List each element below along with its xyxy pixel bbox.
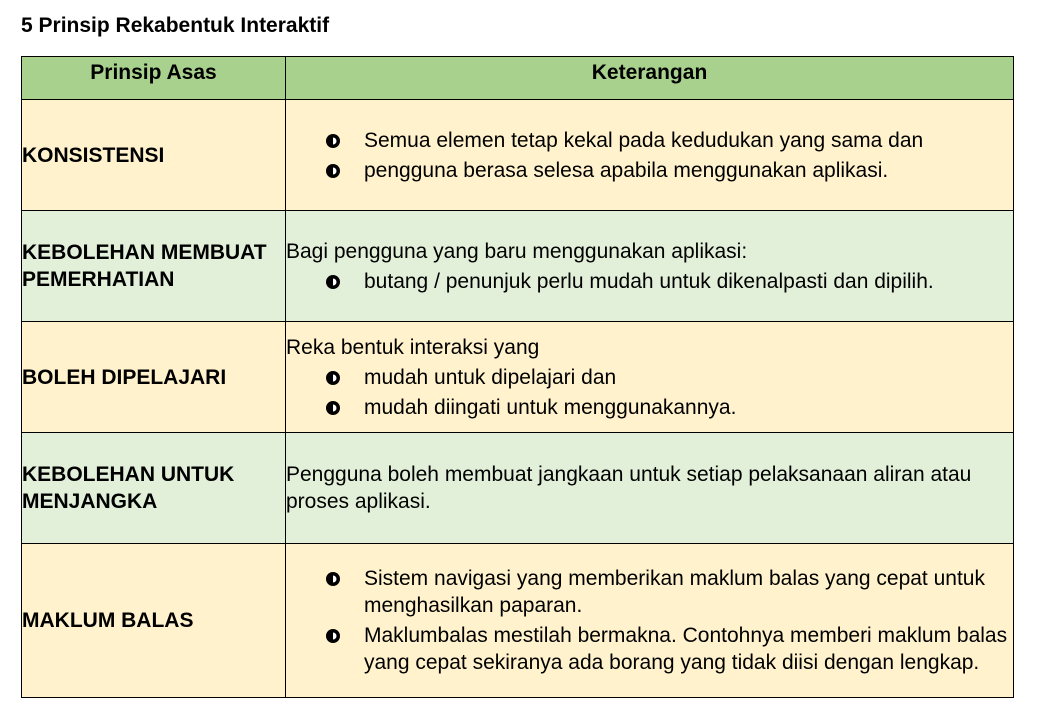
principle-description xyxy=(286,544,1014,698)
table-row xyxy=(22,544,1014,698)
bullet-list xyxy=(286,565,1013,676)
principle-description xyxy=(286,433,1014,544)
bullet-item xyxy=(286,394,1013,421)
header-description: Keterangan xyxy=(286,57,1014,100)
description-intro: Reka bentuk interaksi yang xyxy=(286,335,540,359)
bullet-list xyxy=(286,268,1013,295)
bullet-text: pengguna berasa selesa apabila menggunakan aplikasi. xyxy=(364,158,889,182)
principle-description xyxy=(286,211,1014,322)
principle-name: BOLEH DIPELAJARI xyxy=(22,322,286,433)
table-row xyxy=(22,100,1014,211)
principle-name: MAKLUM BALAS xyxy=(22,544,286,698)
bullet-text: mudah diingati untuk menggunakannya. xyxy=(364,395,737,419)
principles-table xyxy=(21,56,1014,698)
bullet-text: mudah untuk dipelajari dan xyxy=(364,365,617,389)
half-filled-circle-bullet-icon xyxy=(325,400,341,416)
half-filled-circle-bullet-icon xyxy=(325,571,341,587)
principle-name: KEBOLEHAN MEMBUAT PEMERHATIAN xyxy=(22,211,286,322)
document-title: 5 Prinsip Rekabentuk Interaktif xyxy=(21,14,330,37)
bullet-text: butang / penunjuk perlu mudah untuk dikenalpasti dan dipilih. xyxy=(364,269,934,293)
bullet-item xyxy=(286,364,1013,391)
half-filled-circle-bullet-icon xyxy=(325,133,341,149)
bullet-text: Sistem navigasi yang memberikan maklum balas yang cepat untuk menghasilkan paparan. xyxy=(364,567,985,617)
bullet-list xyxy=(286,127,1013,184)
half-filled-circle-bullet-icon xyxy=(325,163,341,179)
table-header-row xyxy=(22,57,1014,100)
description-intro: Bagi pengguna yang baru menggunakan aplikasi: xyxy=(286,239,748,263)
bullet-list xyxy=(286,364,1013,421)
half-filled-circle-bullet-icon xyxy=(325,274,341,290)
bullet-item xyxy=(286,565,1013,619)
description-intro: Pengguna boleh membuat jangkaan untuk setiap pelaksanaan aliran atau proses aplikasi. xyxy=(286,463,972,513)
principle-name: KEBOLEHAN UNTUK MENJANGKA xyxy=(22,433,286,544)
principle-name: KONSISTENSI xyxy=(22,100,286,211)
table-row xyxy=(22,433,1014,544)
bullet-item xyxy=(286,157,1013,184)
bullet-item xyxy=(286,268,1013,295)
principle-description xyxy=(286,100,1014,211)
table-row xyxy=(22,322,1014,433)
table-row xyxy=(22,211,1014,322)
half-filled-circle-bullet-icon xyxy=(325,370,341,386)
bullet-item xyxy=(286,127,1013,154)
principle-description xyxy=(286,322,1014,433)
bullet-item xyxy=(286,622,1013,676)
half-filled-circle-bullet-icon xyxy=(325,628,341,644)
bullet-text: Semua elemen tetap kekal pada kedudukan yang sama dan xyxy=(364,128,924,152)
header-principle: Prinsip Asas xyxy=(22,57,286,100)
bullet-text: Maklumbalas mestilah bermakna. Contohnya memberi maklum balas yang cepat sekiranya ada borang yang tidak diisi dengan lengkap. xyxy=(364,624,1008,674)
